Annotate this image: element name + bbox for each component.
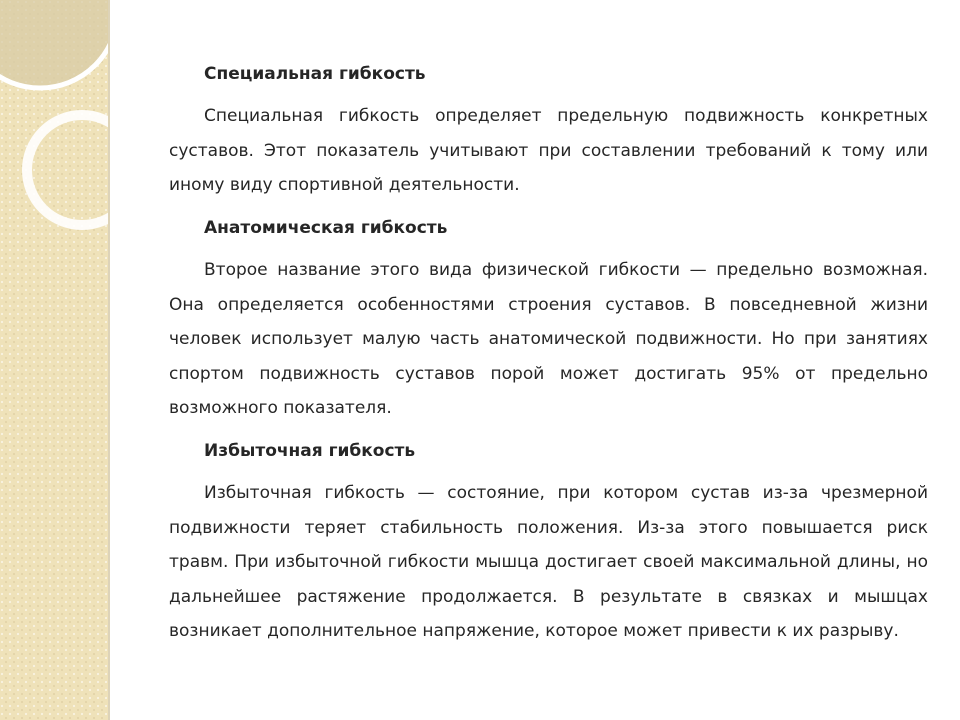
section-heading-anatomical: Анатомическая гибкость <box>204 218 448 238</box>
middle-ring <box>27 115 108 225</box>
section-text-anatomical: Второе название этого вида физической гибкости — предельно возможная. Она определяется особенностями строения суставов. В повседневной жизни человек использует малую часть анатомической подвижности. Но при занятиях спортом подвижность суставов порой может достигать 95% от предельно возможного показателя. <box>169 260 928 418</box>
section-heading-excessive: Избыточная гибкость <box>204 441 416 461</box>
section-heading-special: Специальная гибкость <box>204 64 426 84</box>
section-text-special: Специальная гибкость определяет предельную подвижность конкретных суставов. Этот показатель учитывают при составлении требований к тому или иному виду спортивной деятельности. <box>169 106 928 195</box>
section-text-excessive: Избыточная гибкость — состояние, при котором сустав из-за чрезмерной подвижности теряет стабильность положения. Из-за этого повышается риск травм. При избыточной гибкости мышца достигает своей максимальной длины, но дальнейшее растяжение продолжается. В результате в связках и мышцах возникает дополнительное напряжение, которое может привести к их разрыву. <box>169 483 928 641</box>
decorative-sidebar <box>0 0 110 720</box>
shaded-disc <box>0 0 108 88</box>
decorative-rings <box>0 0 108 720</box>
